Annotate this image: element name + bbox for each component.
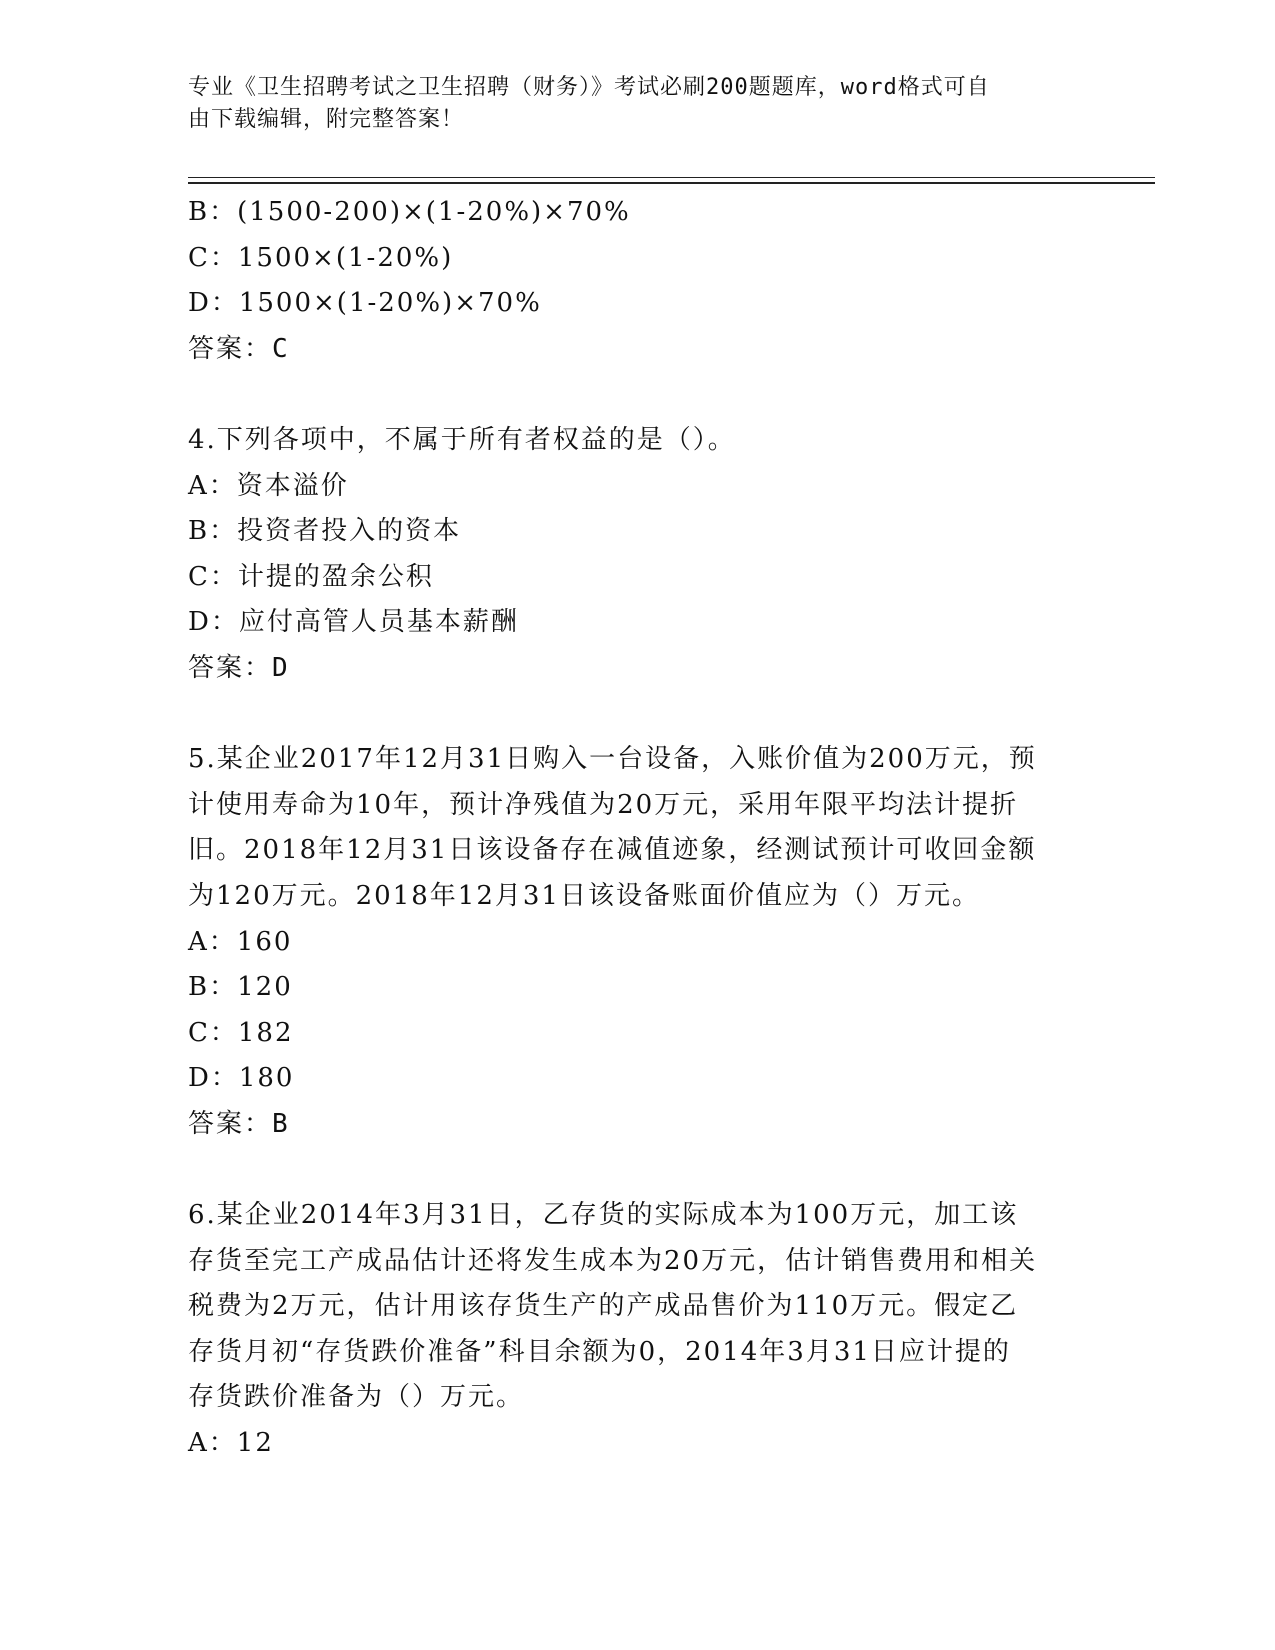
option-c: C：182	[188, 1017, 294, 1048]
header-rule-thin	[188, 177, 1155, 178]
option-c: C：1500×(1-20%)	[188, 242, 454, 273]
option-b: B：(1500-200)×(1-20%)×70%	[188, 197, 631, 227]
option-d: D：应付高管人员基本薪酬	[188, 607, 519, 638]
question-text-line: 存货至完工产成品估计还将发生成本为20万元，估计销售费用和相关	[188, 1245, 1038, 1276]
option-d: D：180	[188, 1063, 295, 1094]
option-a: A：资本溢价	[188, 470, 349, 501]
answer-line: 答案：D	[188, 652, 290, 683]
document-body	[188, 190, 1088, 1467]
question-text-line: 税费为2万元，估计用该存货生产的产成品售价为110万元。假定乙	[188, 1291, 1019, 1322]
spacer	[188, 692, 1088, 738]
option-a: A：160	[188, 926, 293, 957]
answer-line: 答案：C	[188, 333, 290, 364]
question-text-line: 6.某企业2014年3月31日，乙存货的实际成本为100万元，加工该	[188, 1200, 1019, 1231]
header-rule-thick	[188, 182, 1155, 184]
option-c: C：计提的盈余公积	[188, 561, 434, 592]
question-text: 4.下列各项中，不属于所有者权益的是（）。	[188, 424, 736, 455]
option-b: B：投资者投入的资本	[188, 516, 462, 547]
header-line-1: 专业《卫生招聘考试之卫生招聘（财务）》考试必刷200题题库，word格式可自	[188, 75, 990, 100]
question-text-line: 5.某企业2017年12月31日购入一台设备，入账价值为200万元，预	[188, 744, 1037, 775]
option-b: B：120	[188, 972, 293, 1003]
question-text-line: 旧。2018年12月31日该设备存在减值迹象，经测试预计可收回金额	[188, 835, 1037, 866]
question-3-tail	[188, 190, 1088, 372]
document-header	[188, 72, 1088, 136]
question-text-line: 为120万元。2018年12月31日该设备账面价值应为（）万元。	[188, 880, 980, 911]
question-text-line: 存货月初“存货跌价准备”科目余额为0，2014年3月31日应计提的	[188, 1336, 1011, 1367]
header-line-2: 由下载编辑，附完整答案！	[188, 107, 465, 132]
question-6	[188, 1193, 1088, 1467]
spacer	[188, 372, 1088, 418]
answer-line: 答案：B	[188, 1108, 290, 1139]
question-5	[188, 737, 1088, 1147]
option-d: D：1500×(1-20%)×70%	[188, 288, 542, 319]
question-text-line: 计使用寿命为10年，预计净残值为20万元，采用年限平均法计提折	[188, 789, 1019, 820]
question-text-line: 存货跌价准备为（）万元。	[188, 1382, 525, 1413]
spacer	[188, 1147, 1088, 1193]
option-a: A：12	[188, 1428, 274, 1459]
question-4	[188, 418, 1088, 692]
